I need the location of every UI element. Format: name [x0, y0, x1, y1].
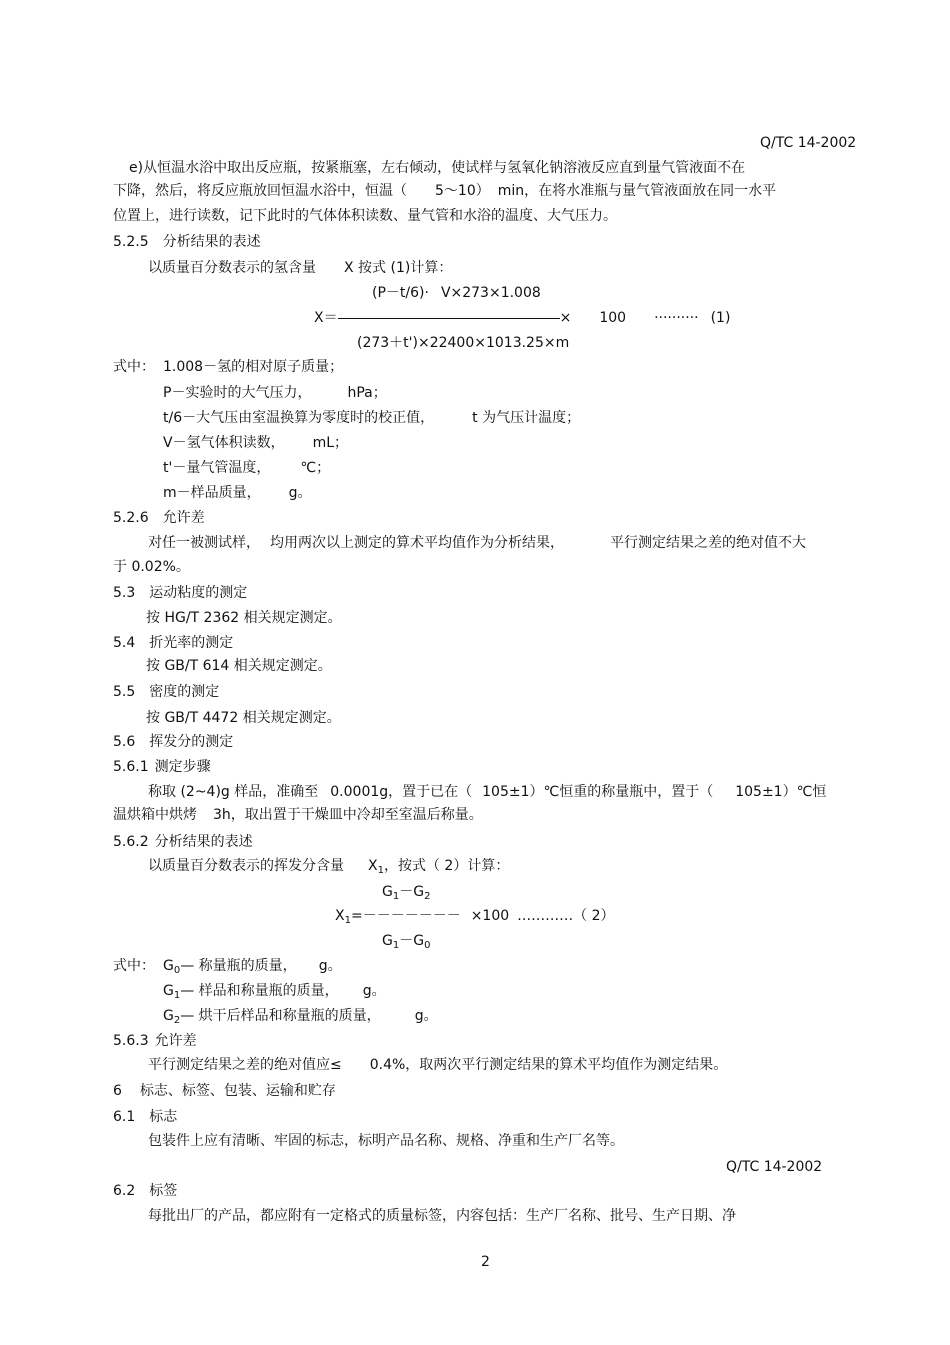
where-1-line-5: t'－量气管温度， ℃； — [163, 460, 331, 476]
section-5-6-1-heading: 5.6.1 测定步骤 — [113, 759, 211, 775]
section-5-6-heading: 5.6 挥发分的测定 — [113, 734, 234, 750]
formula-1-numerator: (P－t/6)· V×273×1.008 — [372, 285, 541, 301]
page-number: 2 — [481, 1254, 490, 1270]
section-5-4-body: 按 GB/T 614 相关规定测定。 — [146, 658, 332, 674]
where-2-line-3: $G_2—$ 烘干后样品和称量瓶的质量， g。 — [163, 1008, 438, 1026]
formula-1-main-line: X＝ × 100 ·········· (1) — [314, 310, 731, 326]
where-1-line-3: t/6－大气压由室温换算为零度时的校正值， t 为气压计温度； — [163, 410, 581, 426]
formula-2-denominator: $G_1-G_0$ — [382, 933, 431, 951]
section-5-2-6-line-1: 对任一被测试样， 均用两次以上测定的算术平均值作为分析结果， 平行测定结果之差的绝对值不大 — [148, 535, 806, 551]
section-6-1-heading: 6.1 标志 — [113, 1109, 178, 1125]
formula-2-main-line: $X_1=------- \times 100$ …………（ 2） — [335, 908, 615, 926]
where-1-line-4: V－氢气体积读数， mL； — [163, 435, 349, 451]
where-1-line-6: m－样品质量， g。 — [163, 485, 312, 501]
section-5-6-1-line-1: 称取 (2~4)g 样品，准确至 0.0001g，置于已在（ 105±1）℃恒重的称量瓶中，置于（ 105±1）℃恒 — [148, 784, 827, 800]
section-5-4-heading: 5.4 折光率的测定 — [113, 635, 234, 651]
section-5-2-6-line-2: 于 0.02%。 — [113, 559, 190, 575]
where-1-line-2: P－实验时的大气压力， hPa； — [163, 385, 387, 401]
section-5-3-body: 按 HG/T 2362 相关规定测定。 — [146, 610, 342, 626]
page-header-code-repeat: Q/TC 14-2002 — [726, 1159, 823, 1175]
para-e-line-2: 下降，然后，将反应瓶放回恒温水浴中，恒温（ 5～10） min，在将水准瓶与量气管液面放在同一水平 — [113, 183, 777, 199]
para-e-line-3: 位置上，进行读数，记下此时的气体体积读数、量气管和水浴的温度、大气压力。 — [113, 208, 617, 224]
section-5-6-1-line-2: 温烘箱中烘烤 3h，取出置于干燥皿中冷却至室温后称量。 — [113, 807, 483, 823]
section-6-2-body: 每批出厂的产品，都应附有一定格式的质量标签，内容包括：生产厂名称、批号、生产日期、净 — [148, 1208, 736, 1224]
section-5-6-3-heading: 5.6.3 允许差 — [113, 1033, 197, 1049]
fraction-bar-dashes: －－－－－－－ — [362, 908, 461, 924]
para-e-line-1: e)从恒温水浴中取出反应瓶，按紧瓶塞，左右倾动，使试样与氢氧化钠溶液反应直到量气管液面不在 — [129, 160, 746, 176]
formula-1-denominator: (273＋t')×22400×1013.25×m — [357, 335, 570, 351]
section-5-2-5-intro: 以质量百分数表示的氢含量 X 按式 (1)计算： — [148, 260, 453, 276]
section-5-6-3-body: 平行测定结果之差的绝对值应≤ 0.4%，取两次平行测定结果的算术平均值作为测定结果。 — [148, 1057, 728, 1073]
section-5-5-heading: 5.5 密度的测定 — [113, 684, 220, 700]
page-header-code: Q/TC 14-2002 — [760, 135, 857, 151]
section-6-heading: 6 标志、标签、包装、运输和贮存 — [113, 1083, 336, 1099]
section-6-1-body: 包装件上应有清晰、牢固的标志，标明产品名称、规格、净重和生产厂名等。 — [148, 1133, 624, 1149]
section-6-2-heading: 6.2 标签 — [113, 1183, 178, 1199]
where-2-line-1: 式中： $G_0—$ 称量瓶的质量， g。 — [113, 958, 342, 976]
fraction-bar — [338, 318, 560, 319]
section-5-6-2-intro: 以质量百分数表示的挥发分含量 $X_1$，按式（ 2）计算： — [148, 858, 510, 876]
section-5-3-heading: 5.3 运动粘度的测定 — [113, 585, 248, 601]
section-5-5-body: 按 GB/T 4472 相关规定测定。 — [146, 710, 341, 726]
formula-2-numerator: $G_1-G_2$ — [382, 884, 431, 902]
where-2-line-2: $G_1—$ 样品和称量瓶的质量， g。 — [163, 983, 386, 1001]
section-5-2-5-heading: 5.2.5 分析结果的表述 — [113, 234, 261, 250]
where-1-line-1: 式中： 1.008－氢的相对原子质量； — [113, 359, 344, 375]
section-5-2-6-heading: 5.2.6 允许差 — [113, 510, 205, 526]
section-5-6-2-heading: 5.6.2 分析结果的表述 — [113, 834, 253, 850]
